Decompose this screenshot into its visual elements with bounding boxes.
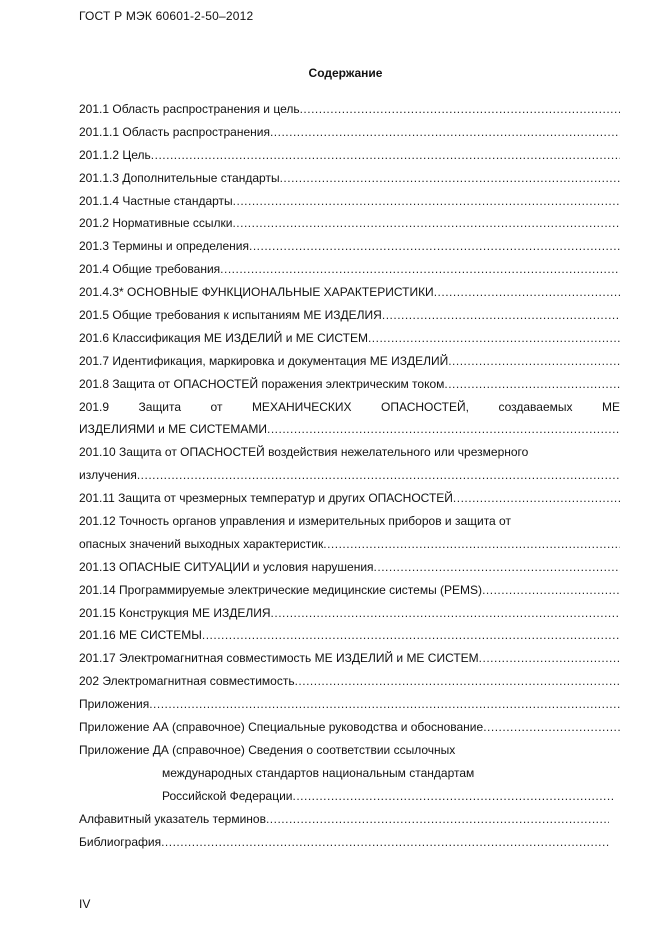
- toc-entry[interactable]: 202 Электромагнитная совместимость .....: [79, 672, 620, 695]
- document-header: ГОСТ Р МЭК 60601-2-50–2012: [79, 9, 254, 23]
- toc-entry[interactable]: 201.1.4 Частные стандарты .....: [79, 192, 620, 215]
- table-of-contents: [79, 100, 620, 855]
- toc-entry-appendix-da-line2[interactable]: международных стандартов национальным стандартам: [162, 765, 475, 780]
- page-number: IV: [79, 897, 91, 911]
- toc-entry[interactable]: 201.16 МЕ СИСТЕМЫ .....: [79, 626, 620, 649]
- toc-entry-201-10-line2[interactable]: излучения .....: [79, 466, 620, 489]
- toc-entry[interactable]: 201.1 Область распространения и цель .....: [79, 100, 620, 123]
- toc-entry[interactable]: 201.6 Классификация МЕ ИЗДЕЛИЙ и МЕ СИСТЕМ .....: [79, 329, 620, 352]
- toc-entry[interactable]: 201.7 Идентификация, маркировка и документация МЕ ИЗДЕЛИЙ .....: [79, 352, 620, 375]
- toc-entry[interactable]: Приложение АА (справочное) Специальные руководства и обоснование .....: [79, 718, 620, 741]
- toc-entry[interactable]: 201.1.2 Цель .....: [79, 146, 620, 169]
- toc-entry-201-10-line1[interactable]: 201.10 Защита от ОПАСНОСТЕЙ воздействия нежелательного или чрезмерного: [79, 445, 529, 460]
- toc-entry[interactable]: Алфавитный указатель терминов .....: [79, 810, 609, 833]
- toc-entry-201-12-line2[interactable]: опасных значений выходных характеристик .....: [79, 535, 620, 558]
- toc-entry[interactable]: 201.8 Защита от ОПАСНОСТЕЙ поражения электрическим током .....: [79, 375, 620, 398]
- toc-entry[interactable]: 201.13 ОПАСНЫЕ СИТУАЦИИ и условия нарушения .....: [79, 558, 620, 581]
- toc-entry[interactable]: 201.1.1 Область распространения .....: [79, 123, 620, 146]
- toc-entry-201-9-line2[interactable]: ИЗДЕЛИЯМИ и МЕ СИСТЕМАМИ .....: [79, 420, 620, 443]
- toc-entry[interactable]: 201.15 Конструкция МЕ ИЗДЕЛИЯ .....: [79, 604, 620, 627]
- toc-entry[interactable]: 201.3 Термины и определения .....: [79, 237, 620, 260]
- toc-entry[interactable]: 201.5 Общие требования к испытаниям МЕ ИЗДЕЛИЯ .....: [79, 306, 620, 329]
- toc-entry-appendix-da-line3[interactable]: Российской Федерации .....: [79, 787, 614, 810]
- toc-title: Содержание: [308, 66, 383, 80]
- toc-entry[interactable]: 201.4.3* ОСНОВНЫЕ ФУНКЦИОНАЛЬНЫЕ ХАРАКТЕРИСТИКИ .....: [79, 283, 620, 306]
- toc-entry-201-9-line1[interactable]: 201.9 Защита от МЕХАНИЧЕСКИХ ОПАСНОСТЕЙ, создаваемых МЕ: [79, 399, 620, 414]
- toc-entry[interactable]: Библиография .....: [79, 833, 609, 856]
- toc-entry[interactable]: Приложения .....: [79, 695, 620, 718]
- toc-entry-201-12-line1[interactable]: 201.12 Точность органов управления и измерительных приборов и защита от: [79, 514, 511, 529]
- toc-entry[interactable]: 201.2 Нормативные ссылки .....: [79, 214, 620, 237]
- toc-entry[interactable]: 201.14 Программируемые электрические медицинские системы (PEMS) .....: [79, 581, 620, 604]
- toc-entry[interactable]: 201.11 Защита от чрезмерных температур и других ОПАСНОСТЕЙ .....: [79, 489, 620, 512]
- toc-entry[interactable]: 201.4 Общие требования .....: [79, 260, 620, 283]
- toc-entry-appendix-da-line1[interactable]: Приложение ДА (справочное) Сведения о соответствии ссылочных: [79, 742, 456, 757]
- toc-entry[interactable]: 201.17 Электромагнитная совместимость МЕ ИЗДЕЛИЙ и МЕ СИСТЕМ .....: [79, 649, 620, 672]
- toc-entry[interactable]: 201.1.3 Дополнительные стандарты .....: [79, 169, 620, 192]
